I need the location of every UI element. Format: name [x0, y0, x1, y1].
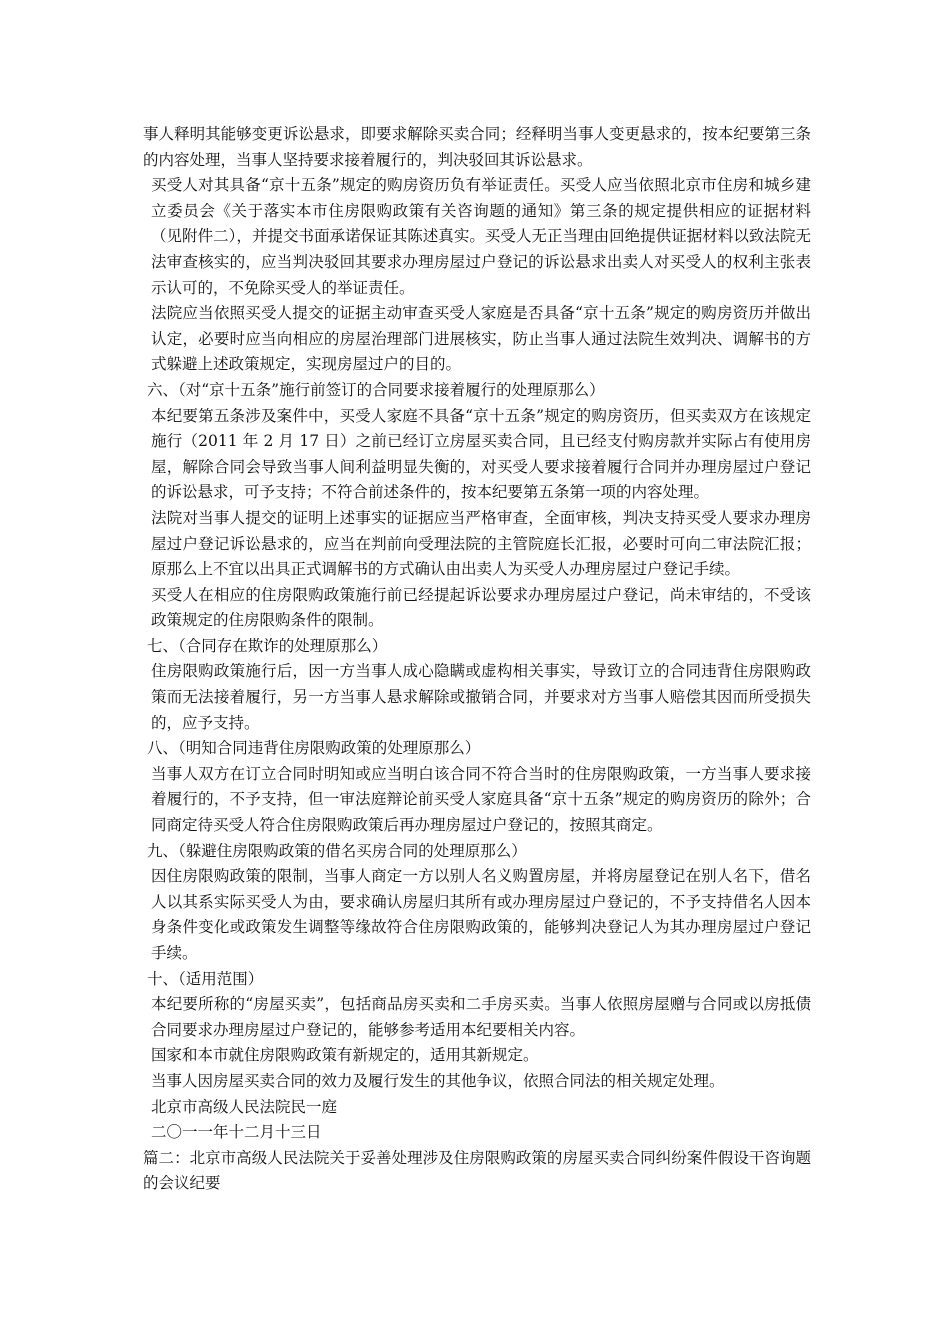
- paragraph-7: 买受人在相应的住房限购政策施行前已经提起诉讼要求办理房屋过户登记，尚未审结的，不受该政策规定的住房限购条件的限制。: [151, 585, 811, 630]
- signature-date: 二〇一一年十二月十三日: [151, 1123, 322, 1142]
- paragraph-6: 法院对当事人提交的证明上述事实的证据应当严格审查，全面审核，判决支持买受人要求办理房屋过户登记诉讼悬求的，应当在判前向受理法院的主管院庭长汇报，必要时可向二审法院汇报；原那么上不宜以出具正式调解书的方式确认由出卖人为买受人办理房屋过户登记手续。: [151, 508, 811, 579]
- paragraph-3: 法院应当依照买受人提交的证据主动审查买受人家庭是否具备“京十五条”规定的购房资历并做出认定，必要时应当向相应的房屋治理部门进展核实，防止当事人通过法院生效判决、调解书的方式躲避上述政策规定，实现房屋过户的目的。: [151, 304, 811, 374]
- section-heading-8: 八、（明知合同违背住房限购政策的处理原那么）: [147, 739, 481, 758]
- paragraph-15: 本纪要所称的“房屋买卖”，包括商品房买卖和二手房买卖。当事人依照房屋赠与合同或以房抵债合同要求办理房屋过户登记的，能够参考适用本纪要相关内容。: [151, 995, 811, 1039]
- paragraph-11: 当事人双方在订立合同时明知或应当明白该合同不符合当时的住房限购政策，一方当事人要求接着履行的，不予支持，但一审法庭辩论前买受人家庭具备“京十五条”规定的购房资历的除外；合同商定待买受人符合住房限购政策后再办理房屋过户登记的，按照其商定。: [151, 764, 811, 835]
- section-heading-10: 十、（适用范围）: [147, 969, 264, 988]
- paragraph-5: 本纪要第五条涉及案件中，买受人家庭不具备“京十五条”规定的购房资历，但买卖双方在该规定施行（2011 年 2 月 17 日）之前已经订立房屋买卖合同，且已经支付购房款并实际占有使用房屋，解除合同会导致当事人间利益明显失衡的，对买受人要求接着履行合同并办理房屋过户登记的诉讼悬求，可予支持；不符合前述条件的，按本纪要第五条第一项的内容处理。: [151, 406, 811, 502]
- section-heading-6: 六、（对“京十五条”施行前签订的合同要求接着履行的处理原那么）: [147, 380, 605, 399]
- paragraph-1: 事人释明其能够变更诉讼悬求，即要求解除买卖合同；经释明当事人变更悬求的，按本纪要第三条的内容处理，当事人坚持要求接着履行的，判决驳回其诉讼悬求。: [143, 125, 811, 169]
- section-heading-7: 七、（合同存在欺诈的处理原那么）: [147, 636, 388, 655]
- paragraph-16: 国家和本市就住房限购政策有新规定的，适用其新规定。: [151, 1046, 539, 1065]
- section-heading-9: 九、（躲避住房限购政策的借名买房合同的处理原那么）: [147, 841, 527, 860]
- paragraph-9: 住房限购政策施行后，因一方当事人成心隐瞒或虚构相关事实，导致订立的合同违背住房限购政策而无法接着履行，另一方当事人悬求解除或撤销合同，并要求对方当事人赔偿其因而所受损失的，应予支持。: [151, 662, 811, 732]
- signature-court: 北京市高级人民法院民一庭: [151, 1097, 338, 1116]
- paragraph-2: 买受人对其具备“京十五条”规定的购房资历负有举证责任。买受人应当依照北京市住房和城乡建立委员会《关于落实本市住房限购政策有关咨询题的通知》第三条的规定提供相应的证据材料（见附件二），并提交书面承诺保证其陈述真实。买受人无正当理由回绝提供证据材料以致法院无法审查核实的，应当判决驳回其要求办理房屋过户登记的诉讼悬求出卖人对买受人的权利主张表示认可的，不免除买受人的举证责任。: [151, 176, 811, 297]
- document-page: [143, 122, 811, 1197]
- paragraph-13: 因住房限购政策的限制，当事人商定一方以别人名义购置房屋，并将房屋登记在别人名下，借名人以其系实际买受人为由，要求确认房屋归其所有或办理房屋过户登记的，不予支持借名人因本身条件变化或政策发生调整等缘故符合住房限购政策的，能够判决登记人为其办理房屋过户登记手续。: [151, 867, 811, 962]
- paragraph-17: 当事人因房屋买卖合同的效力及履行发生的其他争议，依照合同法的相关规定处理。: [151, 1071, 725, 1090]
- next-article-title: 篇二：北京市高级人民法院关于妥善处理涉及住房限购政策的房屋买卖合同纠纷案件假设干咨询题的会议纪要: [143, 1148, 811, 1193]
